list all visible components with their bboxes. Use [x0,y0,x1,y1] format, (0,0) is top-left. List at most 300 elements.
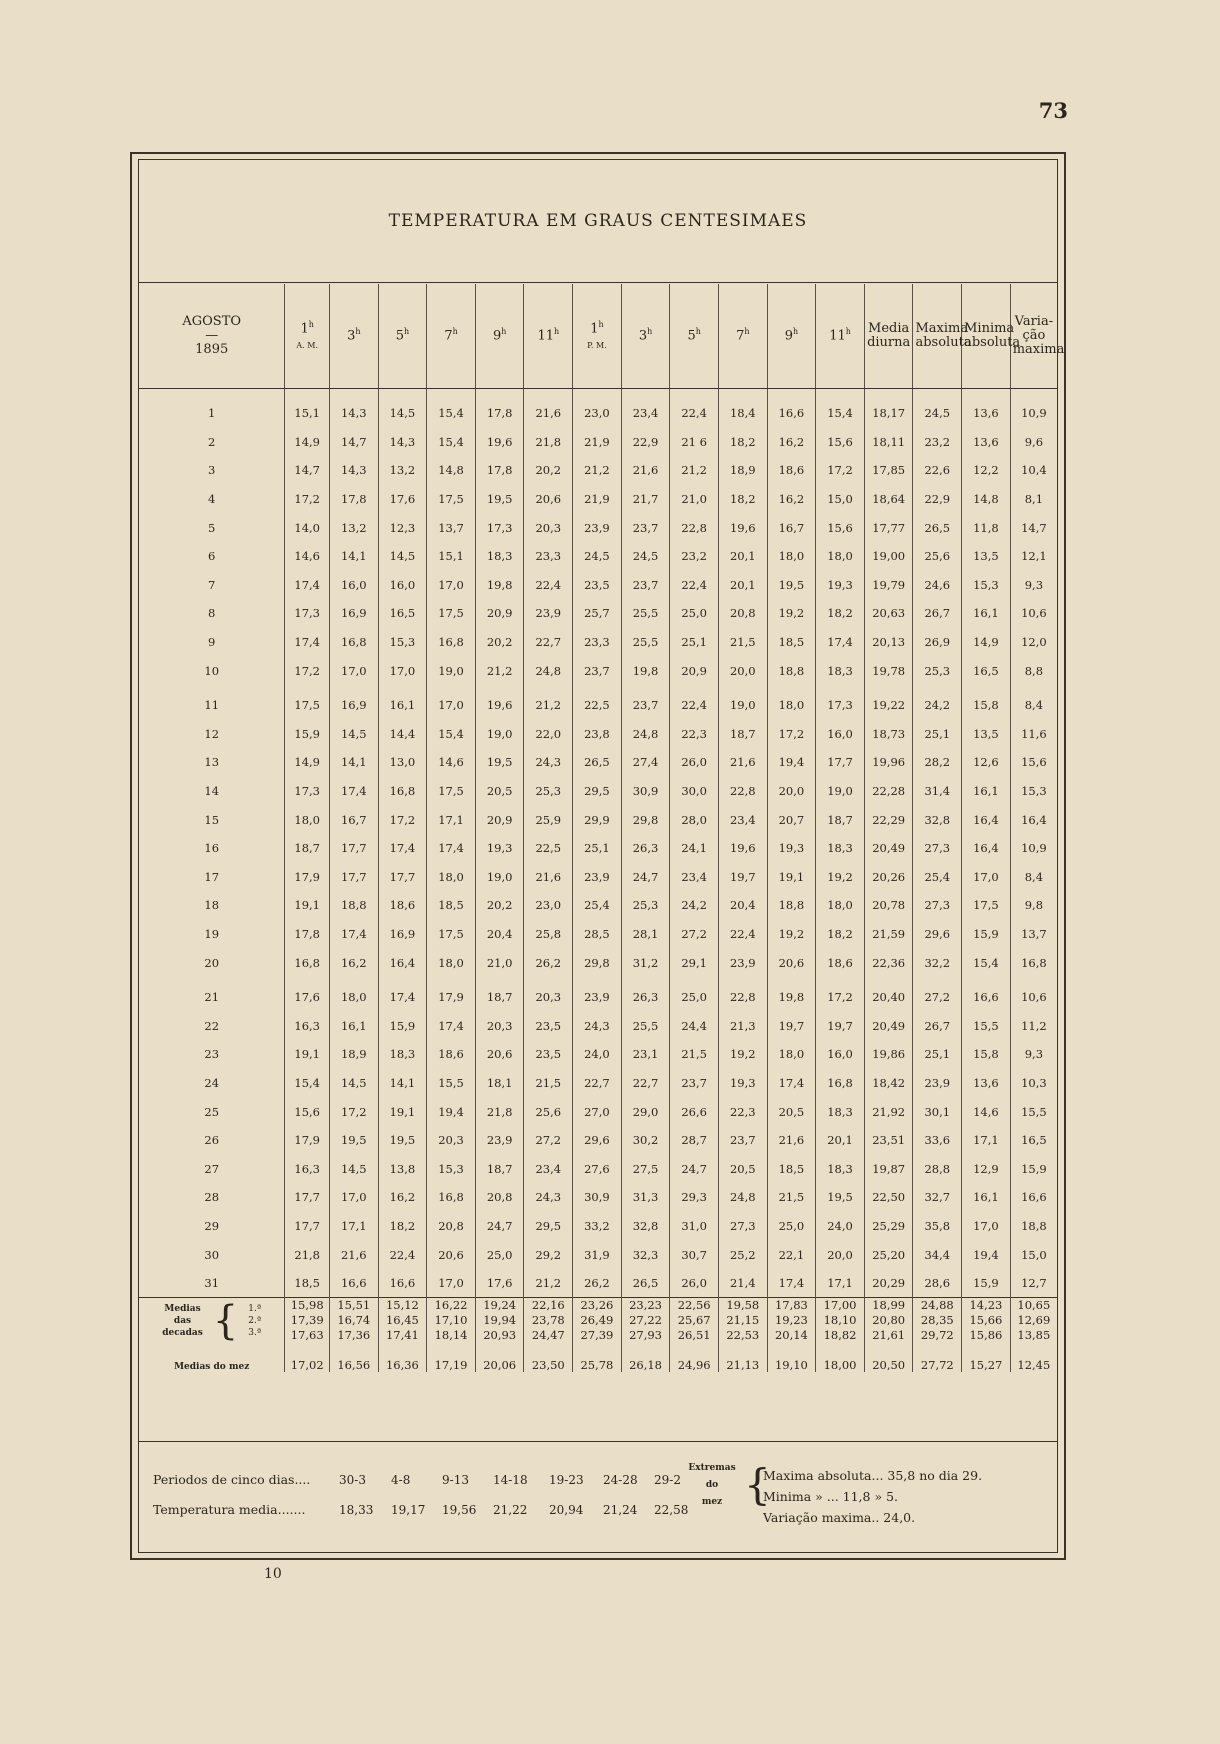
value-cell: 22,8 [718,977,767,1012]
value-cell: 24,2 [913,685,962,720]
table-row [139,977,1057,1012]
value-cell: 27,2 [913,977,962,1012]
value-cell: 13,2 [329,513,378,542]
table-row [139,1154,1057,1183]
table-inner-frame [138,159,1065,1553]
value-cell: 17,0 [427,685,476,720]
value-cell: 22,7 [524,628,573,657]
value-cell: 19,3 [767,834,816,863]
value-cell: 21,5 [767,1183,816,1212]
temperatura-cell: 21,22 [493,1503,528,1517]
value-cell: 17,0 [427,1269,476,1298]
value-cell: 34,4 [913,1240,962,1269]
hour-header-7: 3$^h$ [621,284,670,389]
value-cell: 19,0 [816,777,865,806]
value-cell: 10,6 [1021,990,1047,1005]
value-cell: 21,2 [475,656,524,685]
value-cell: 32,8 [913,805,962,834]
hour-header-1: 3$^h$ [329,284,378,389]
value-cell: 22,3 [718,1097,767,1126]
value-cell: 25,0 [767,1212,816,1241]
value-cell: 18,11 [864,428,913,457]
value-cell: 24,8 [718,1183,767,1212]
value-cell: 13,5 [962,720,1011,749]
table-row [139,863,1057,892]
value-cell: 24,5 [913,389,962,428]
value-cell: 25,7 [573,599,622,628]
value-cell: 25,5 [621,599,670,628]
value-cell: 15,9 [1021,1161,1047,1176]
value-cell: 19,8 [475,571,524,600]
value-cell: 9,3 [1024,577,1044,592]
value-cell: 20,0 [718,656,767,685]
value-cell: 21,6 [329,1240,378,1269]
value-cell: 19,1 [285,1040,330,1069]
value-cell: 9,8 [1024,898,1044,913]
maxima-absoluta-header: Maxima absoluta [913,284,962,389]
value-cell: 16,4 [1021,812,1047,827]
value-cell: 22,4 [718,920,767,949]
mez-mean-cell: 16,56 [329,1343,378,1372]
hour-header-11: 11$^h$ [816,284,865,389]
value-cell: 28,2 [913,748,962,777]
value-cell: 17,85 [864,456,913,485]
value-cell: 17,5 [427,485,476,514]
decada-mean-cell: 17,00 18,10 18,82 [816,1298,865,1343]
value-cell: 20,13 [864,628,913,657]
table-body [139,389,1057,1372]
hour-header-5: 11$^h$ [524,284,573,389]
am-label: A. M. [296,341,318,351]
value-cell: 20,5 [718,1154,767,1183]
value-cell: 16,8 [1021,955,1047,970]
table-row [139,1212,1057,1241]
value-cell: 18,7 [285,834,330,863]
periodo-cell: 19-23 [549,1473,584,1487]
value-cell: 16,1 [962,777,1011,806]
value-cell: 12,0 [1021,635,1047,650]
value-cell: 17,1 [427,805,476,834]
value-cell: 23,5 [524,1040,573,1069]
value-cell: 19,2 [767,599,816,628]
mez-mean-cell: 17,19 [427,1343,476,1372]
value-cell: 16,4 [378,948,427,977]
periodo-cell: 30-3 [339,1473,366,1487]
value-cell: 18,3 [816,656,865,685]
value-cell: 14,6 [427,748,476,777]
value-cell: 20,3 [524,977,573,1012]
value-cell: 16,6 [1021,1190,1047,1205]
value-cell: 18,3 [475,542,524,571]
value-cell: 33,2 [573,1212,622,1241]
value-cell: 17,7 [816,748,865,777]
table-row [139,720,1057,749]
value-cell: 17,8 [475,456,524,485]
value-cell: 16,9 [329,599,378,628]
value-cell: 19,5 [329,1126,378,1155]
value-cell: 16,6 [962,977,1011,1012]
value-cell: 21,59 [864,920,913,949]
value-cell: 25,1 [573,834,622,863]
day-cell: 19 [139,920,285,949]
value-cell: 26,2 [524,948,573,977]
value-cell: 17,0 [378,656,427,685]
value-cell: 25,1 [913,1040,962,1069]
value-cell: 32,2 [913,948,962,977]
value-cell: 14,7 [1021,520,1047,535]
value-cell: 19,3 [718,1069,767,1098]
day-cell: 6 [139,542,285,571]
extremas-minima: Minima » ... 11,8 » 5. [763,1489,898,1504]
value-cell: 29,1 [670,948,719,977]
value-cell: 20,3 [524,513,573,542]
variacao-maxima-header: Varia- ção maxima [1010,284,1057,389]
value-cell: 21,9 [573,485,622,514]
value-cell: 15,8 [962,685,1011,720]
value-cell: 23,0 [573,389,622,428]
value-cell: 21,6 [767,1126,816,1155]
value-cell: 21,6 [621,456,670,485]
decada-mean-cell: 22,16 23,78 24,47 [524,1298,573,1343]
mez-mean-cell: 24,96 [670,1343,719,1372]
value-cell: 17,6 [285,977,330,1012]
value-cell: 26,5 [913,513,962,542]
value-cell: 20,4 [718,891,767,920]
day-cell: 28 [139,1183,285,1212]
value-cell: 15,9 [962,1269,1011,1298]
value-cell: 22,9 [913,485,962,514]
value-cell: 16,7 [329,805,378,834]
value-cell: 15,6 [285,1097,330,1126]
value-cell: 18,2 [378,1212,427,1241]
value-cell: 21,3 [718,1011,767,1040]
table-row [139,1269,1057,1298]
table-row [139,1069,1057,1098]
temperature-table [139,284,1065,1372]
decada-mean-cell: 19,24 19,94 20,93 [475,1298,524,1343]
value-cell: 16,6 [329,1269,378,1298]
value-cell: 18,8 [767,656,816,685]
value-cell: 20,9 [475,805,524,834]
mez-mean-cell: 12,45 [1017,1357,1051,1372]
value-cell: 22,5 [573,685,622,720]
value-cell: 18,64 [864,485,913,514]
value-cell: 27,3 [718,1212,767,1241]
year-label: 1895 [195,342,229,358]
temperatura-cell: 18,33 [339,1503,374,1517]
value-cell: 18,0 [816,542,865,571]
value-cell: 23,9 [573,863,622,892]
value-cell: 24,0 [816,1212,865,1241]
value-cell: 23,4 [524,1154,573,1183]
value-cell: 19,4 [767,748,816,777]
day-cell: 23 [139,1040,285,1069]
value-cell: 29,8 [621,805,670,834]
value-cell: 32,8 [621,1212,670,1241]
value-cell: 17,7 [378,863,427,892]
value-cell: 16,6 [767,389,816,428]
value-cell: 18,0 [329,977,378,1012]
periodo-cell: 4-8 [391,1473,411,1487]
table-title: TEMPERATURA EM GRAUS CENTESIMAES [139,160,1057,283]
value-cell: 15,4 [962,948,1011,977]
value-cell: 8,8 [1024,663,1044,678]
value-cell: 18,3 [816,834,865,863]
value-cell: 15,9 [378,1011,427,1040]
value-cell: 16,5 [1021,1133,1047,1148]
periodo-cell: 9-13 [442,1473,469,1487]
value-cell: 23,4 [670,863,719,892]
value-cell: 28,8 [913,1154,962,1183]
periodo-cell: 24-28 [603,1473,638,1487]
value-cell: 25,0 [475,1240,524,1269]
value-cell: 31,4 [913,777,962,806]
value-cell: 25,1 [913,720,962,749]
value-cell: 21,5 [670,1040,719,1069]
value-cell: 14,5 [329,720,378,749]
value-cell: 23,7 [670,1069,719,1098]
value-cell: 17,0 [962,1212,1011,1241]
value-cell: 16,6 [378,1269,427,1298]
value-cell: 14,3 [329,456,378,485]
value-cell: 19,7 [816,1011,865,1040]
value-cell: 28,5 [573,920,622,949]
value-cell: 13,6 [962,428,1011,457]
mez-mean-cell: 17,02 [285,1343,330,1372]
extremas-brace: { [744,1460,771,1509]
mez-mean-cell: 20,06 [475,1343,524,1372]
value-cell: 23,5 [573,571,622,600]
temperatura-cell: 19,17 [391,1503,426,1517]
value-cell: 13,7 [1021,926,1047,941]
value-cell: 15,4 [427,428,476,457]
value-cell: 17,1 [962,1126,1011,1155]
value-cell: 18,0 [285,805,330,834]
value-cell: 17,5 [427,777,476,806]
value-cell: 18,0 [816,891,865,920]
value-cell: 25,2 [718,1240,767,1269]
value-cell: 17,6 [475,1269,524,1298]
value-cell: 19,6 [718,513,767,542]
value-cell: 19,1 [285,891,330,920]
value-cell: 28,0 [670,805,719,834]
day-cell: 13 [139,748,285,777]
table-row [139,1240,1057,1269]
value-cell: 15,9 [285,720,330,749]
mez-mean-cell: 21,13 [718,1343,767,1372]
value-cell: 32,7 [913,1183,962,1212]
value-cell: 20,49 [864,834,913,863]
value-cell: 20,7 [767,805,816,834]
day-cell: 22 [139,1011,285,1040]
value-cell: 29,6 [573,1126,622,1155]
value-cell: 20,5 [475,777,524,806]
value-cell: 16,8 [378,777,427,806]
value-cell: 26,3 [621,834,670,863]
value-cell: 9,6 [1024,434,1044,449]
value-cell: 16,1 [962,1183,1011,1212]
value-cell: 22,28 [864,777,913,806]
value-cell: 24,8 [621,720,670,749]
value-cell: 20,29 [864,1269,913,1298]
value-cell: 18,5 [767,628,816,657]
value-cell: 20,9 [475,599,524,628]
value-cell: 13,7 [427,513,476,542]
mez-mean-cell: 15,27 [962,1343,1011,1372]
value-cell: 26,2 [573,1269,622,1298]
value-cell: 22,4 [670,389,719,428]
value-cell: 18,42 [864,1069,913,1098]
value-cell: 20,1 [718,571,767,600]
value-cell: 14,8 [962,485,1011,514]
value-cell: 16,7 [767,513,816,542]
value-cell: 20,63 [864,599,913,628]
value-cell: 25,6 [524,1097,573,1126]
minima-absoluta-header: Minima absoluta [962,284,1011,389]
decada-mean-cell: 18,99 20,80 21,61 [864,1298,913,1343]
value-cell: 19,5 [816,1183,865,1212]
value-cell: 30,9 [621,777,670,806]
value-cell: 10,9 [1021,841,1047,856]
value-cell: 18,7 [718,720,767,749]
value-cell: 15,5 [427,1069,476,1098]
value-cell: 17,4 [329,777,378,806]
hour-header-4: 9$^h$ [475,284,524,389]
value-cell: 10,4 [1021,463,1047,478]
value-cell: 16,3 [285,1154,330,1183]
value-cell: 21,2 [524,685,573,720]
value-cell: 12,1 [1021,549,1047,564]
value-cell: 17,4 [767,1269,816,1298]
table-row [139,891,1057,920]
value-cell: 17,0 [329,1183,378,1212]
value-cell: 31,2 [621,948,670,977]
value-cell: 25,6 [913,542,962,571]
value-cell: 23,7 [573,656,622,685]
value-cell: 17,5 [427,599,476,628]
value-cell: 14,1 [378,1069,427,1098]
hour-header-10: 9$^h$ [767,284,816,389]
value-cell: 18,6 [427,1040,476,1069]
value-cell: 15,8 [962,1040,1011,1069]
value-cell: 17,2 [378,805,427,834]
value-cell: 14,5 [329,1069,378,1098]
table-row [139,599,1057,628]
value-cell: 14,3 [329,389,378,428]
value-cell: 16,2 [329,948,378,977]
value-cell: 17,2 [329,1097,378,1126]
decada-mean-cell: 17,83 19,23 20,14 [767,1298,816,1343]
page-number: 73 [1038,98,1068,123]
temperatura-cell: 20,94 [549,1503,584,1517]
value-cell: 29,9 [573,805,622,834]
value-cell: 24,7 [670,1154,719,1183]
temperatura-media-label: Temperatura media....... [153,1502,306,1517]
value-cell: 19,7 [718,863,767,892]
value-cell: 29,0 [621,1097,670,1126]
medias-mez-label: Medias do mez [139,1343,285,1372]
value-cell: 16,0 [816,1040,865,1069]
value-cell: 19,6 [475,685,524,720]
value-cell: 14,7 [329,428,378,457]
value-cell: 25,29 [864,1212,913,1241]
header-row [139,284,1057,389]
value-cell: 15,4 [427,389,476,428]
day-cell: 1 [139,389,285,428]
value-cell: 23,9 [524,599,573,628]
table-frame [130,152,1066,1560]
mez-mean-cell: 25,78 [573,1343,622,1372]
value-cell: 19,2 [718,1040,767,1069]
value-cell: 30,7 [670,1240,719,1269]
value-cell: 20,6 [427,1240,476,1269]
value-cell: 23,9 [913,1069,962,1098]
hour-header-3: 7$^h$ [427,284,476,389]
value-cell: 15,4 [285,1069,330,1098]
value-cell: 17,2 [285,485,330,514]
value-cell: 8,4 [1024,869,1044,884]
value-cell: 17,3 [285,777,330,806]
value-cell: 18,0 [427,863,476,892]
value-cell: 14,6 [962,1097,1011,1126]
value-cell: 27,6 [573,1154,622,1183]
value-cell: 14,1 [329,748,378,777]
value-cell: 23,2 [913,428,962,457]
value-cell: 18,6 [767,456,816,485]
value-cell: 16,0 [816,720,865,749]
value-cell: 22,6 [913,456,962,485]
value-cell: 19,5 [378,1126,427,1155]
mez-mean-cell: 27,72 [913,1343,962,1372]
value-cell: 21,6 [718,748,767,777]
mez-mean-cell: 19,10 [767,1343,816,1372]
value-cell: 14,1 [329,542,378,571]
value-cell: 17,4 [816,628,865,657]
table-row [139,428,1057,457]
value-cell: 17,8 [285,920,330,949]
value-cell: 19,0 [718,685,767,720]
value-cell: 18,3 [816,1154,865,1183]
value-cell: 19,5 [475,748,524,777]
value-cell: 22,8 [718,777,767,806]
value-cell: 22,3 [670,720,719,749]
value-cell: 31,0 [670,1212,719,1241]
value-cell: 14,5 [378,389,427,428]
day-cell: 27 [139,1154,285,1183]
value-cell: 11,6 [1021,726,1047,741]
value-cell: 13,5 [962,542,1011,571]
value-cell: 27,2 [524,1126,573,1155]
value-cell: 29,5 [573,777,622,806]
value-cell: 30,2 [621,1126,670,1155]
value-cell: 19,86 [864,1040,913,1069]
value-cell: 27,3 [913,891,962,920]
value-cell: 22,8 [670,513,719,542]
value-cell: 20,0 [816,1240,865,1269]
value-cell: 21,92 [864,1097,913,1126]
value-cell: 15,5 [1021,1104,1047,1119]
value-cell: 9,3 [1024,1047,1044,1062]
day-cell: 16 [139,834,285,863]
value-cell: 19,6 [718,834,767,863]
value-cell: 21,6 [524,863,573,892]
table-row [139,656,1057,685]
temperatura-cell: 22,58 [654,1503,689,1517]
value-cell: 15,1 [427,542,476,571]
value-cell: 32,3 [621,1240,670,1269]
decada-mean-cell: 15,51 16,74 17,36 [329,1298,378,1343]
value-cell: 18,7 [475,977,524,1012]
